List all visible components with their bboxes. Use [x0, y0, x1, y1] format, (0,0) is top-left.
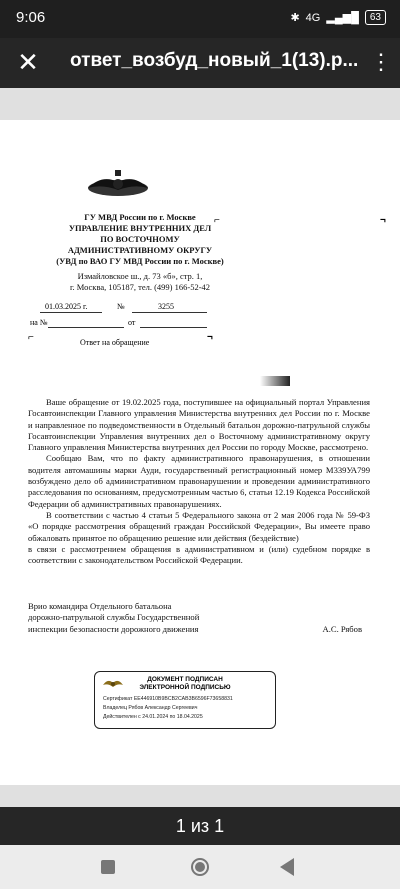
paragraph: Сообщаю Вам, что по факту административного правонарушения, в отношении водителя автомашины марки Ауди, государственный регистрационный номер М339УА799 возбуждено дело об административном правонарушении и проведении административного расследования по основаниям, предусмотренным частью 6, статьи 12.19 Кодекса Российской Федерации об административных правонарушениях. — [28, 453, 370, 509]
corner-mark: ¬ — [207, 332, 213, 343]
reply-from-label: от — [128, 318, 136, 327]
letterhead-line: ПО ВОСТОЧНОМУ — [100, 234, 180, 244]
letter-date: 01.03.2025 г. — [45, 302, 88, 311]
signer-position: инспекции безопасности дорожного движения — [28, 623, 199, 634]
bluetooth-icon: ✱ — [290, 12, 300, 24]
battery-icon: 63 — [365, 10, 386, 25]
letterhead-line: ГУ МВД России по г. Москве — [84, 212, 196, 222]
signal-icon: ▂▄▆█ — [326, 12, 359, 24]
stamp-certificate: Сертификат EE446910B9BCB2CAB3B6596F73658831 — [103, 696, 233, 702]
back-icon[interactable] — [280, 858, 294, 876]
home-icon[interactable] — [190, 857, 210, 877]
recents-icon[interactable] — [101, 860, 115, 874]
status-time: 9:06 — [16, 9, 46, 26]
status-bar — [0, 0, 400, 38]
letterhead-line: АДМИНИСТРАТИВНОМУ ОКРУГУ — [67, 245, 213, 255]
reply-to-label: на № — [30, 318, 48, 327]
letterhead-line: УПРАВЛЕНИЕ ВНУТРЕННИХ ДЕЛ — [68, 223, 212, 233]
letterhead — [40, 212, 240, 293]
letter-subject: Ответ на обращение — [80, 338, 150, 347]
paragraph: Ваше обращение от 19.02.2025 года, поступившее на официальный портал Управления Госавтоинспекции Главного управления Министерства внутренних дел России по г. Москве и направленное по подведомственности в Отдельный батальон дорожно-патрульной службы Госавтоинспекции Управления внутренних дел о Восточному административному округу Главного управления Министерства внутренних дел России по городу Москве, рассмотрено. — [28, 397, 370, 453]
close-icon[interactable]: ✕ — [17, 47, 39, 77]
system-nav-bar — [0, 845, 400, 889]
signature-block — [28, 601, 370, 635]
signer-position: Врио командира Отдельного батальона — [28, 601, 172, 611]
letterhead-line: (УВД по ВАО ГУ МВД России по г. Москве) — [56, 256, 224, 266]
corner-mark: ⌐ — [214, 215, 220, 226]
pdf-viewer[interactable] — [0, 88, 400, 807]
more-vert-icon[interactable]: ⋮ — [370, 49, 392, 74]
network-type: 4G — [305, 11, 321, 24]
address-line: Измайловское ш., д. 73 «б», стр. 1, — [77, 271, 203, 281]
stamp-title: ДОКУМЕНТ ПОДПИСАН — [147, 676, 223, 683]
page-indicator: 1 из 1 — [0, 807, 400, 845]
stamp-owner: Владелец Рябов Александр Сергеевич — [103, 705, 198, 711]
signer-name: А.С. Рябов — [322, 623, 362, 634]
app-bar — [0, 38, 400, 88]
letter-body — [28, 397, 370, 566]
document-title: ответ_возбуд_новый_1(13).р... — [70, 50, 359, 71]
pdf-page — [0, 120, 400, 785]
emblem-icon — [82, 168, 154, 206]
paragraph: В соответствии с частью 4 статьи 5 Федерального закона от 2 мая 2006 года № 59-ФЗ «О порядке рассмотрения обращений граждан Российской Федерации», Вы имеете право обжаловать принятое по обращению решение или действия (бездействие) — [28, 509, 370, 543]
corner-mark: ¬ — [380, 215, 386, 226]
stamp-validity: Действителен с 24.01.2024 по 18.04.2025 — [103, 714, 203, 720]
corner-mark: ⌐ — [28, 332, 34, 343]
stamp-subtitle: ЭЛЕКТРОННОЙ ПОДПИСЬЮ — [139, 684, 231, 691]
paragraph: в связи с рассмотрением обращения в административном и (или) судебном порядке в соответствии с законодательством Российской Федерации. — [28, 543, 370, 566]
letter-number-label: № — [117, 302, 125, 311]
e-signature-stamp — [94, 671, 276, 729]
signer-position: дорожно-патрульной службы Государственной — [28, 612, 200, 623]
address-line: г. Москва, 105187, тел. (499) 166-52-42 — [69, 282, 211, 292]
cropped-fragment — [260, 376, 290, 386]
status-icons — [290, 10, 386, 25]
letter-number: 3255 — [158, 302, 174, 311]
